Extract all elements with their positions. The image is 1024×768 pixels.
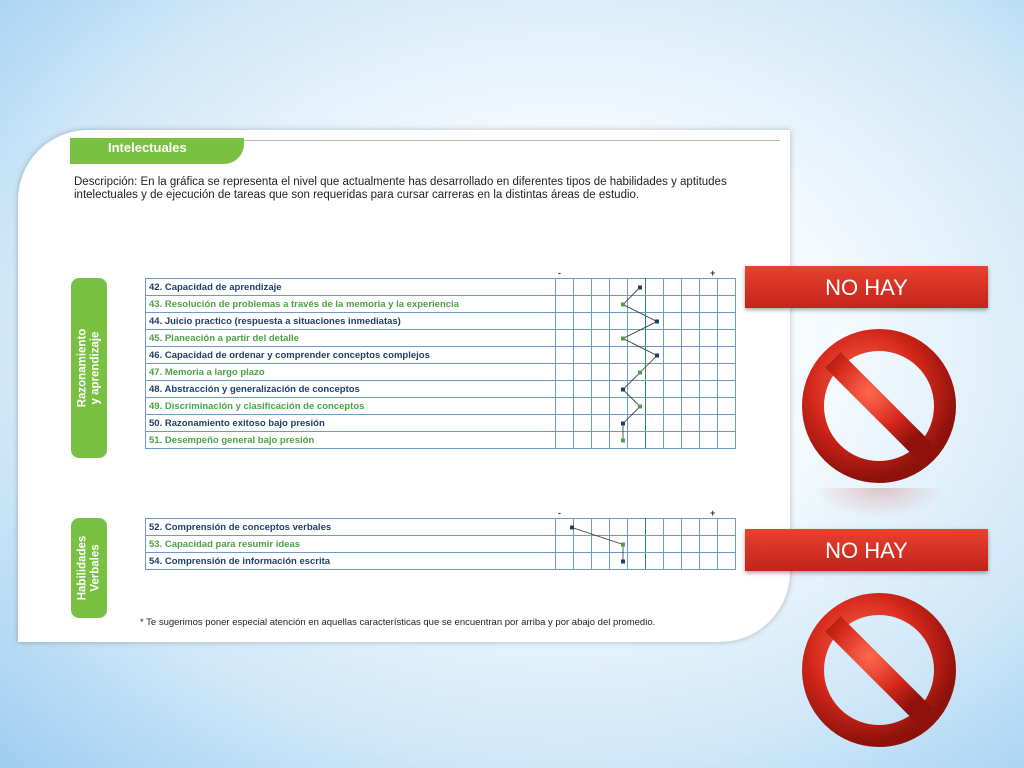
- grid-cell: [700, 330, 718, 347]
- grid-cell: [646, 347, 664, 364]
- grid-cell: [718, 553, 736, 570]
- grid-cell: [592, 364, 610, 381]
- grid-cell: [610, 398, 628, 415]
- group-label-razonamiento: Razonamiento y aprendizaje: [71, 278, 107, 458]
- grid-cell: [574, 279, 592, 296]
- grid-cell: [628, 381, 646, 398]
- grid-cell: [664, 432, 682, 449]
- grid-cell: [610, 330, 628, 347]
- skills-grid-verbales: [145, 518, 721, 570]
- grid-cell: [646, 364, 664, 381]
- skill-label: 43. Resolución de problemas a través de la memoria y la experiencia: [146, 296, 556, 313]
- grid-cell: [556, 519, 574, 536]
- grid-cell: [628, 347, 646, 364]
- grid-cell: [700, 415, 718, 432]
- grid-cell: [700, 364, 718, 381]
- grid-cell: [700, 381, 718, 398]
- table-row: [146, 415, 736, 432]
- skill-label: 52. Comprensión de conceptos verbales: [146, 519, 556, 536]
- grid-cell: [682, 296, 700, 313]
- grid-cell: [592, 536, 610, 553]
- grid-cell: [610, 347, 628, 364]
- table-row: [146, 347, 736, 364]
- grid-cell: [646, 536, 664, 553]
- group-label-verbales: Habilidades Verbales: [71, 518, 107, 618]
- grid-cell: [664, 553, 682, 570]
- skill-label: 51. Desempeño general bajo presión: [146, 432, 556, 449]
- skills-grid-razonamiento: [145, 278, 721, 449]
- grid-cell: [664, 296, 682, 313]
- grid-cell: [664, 415, 682, 432]
- grid-cell: [628, 553, 646, 570]
- grid-cell: [556, 553, 574, 570]
- grid-cell: [574, 313, 592, 330]
- grid-cell: [592, 381, 610, 398]
- grid-cell: [700, 519, 718, 536]
- skill-label: 42. Capacidad de aprendizaje: [146, 279, 556, 296]
- section-tab: Intelectuales: [70, 138, 244, 164]
- grid-cell: [610, 313, 628, 330]
- table-row: [146, 279, 736, 296]
- grid-cell: [574, 381, 592, 398]
- table-row: [146, 296, 736, 313]
- grid-cell: [646, 519, 664, 536]
- skill-label: 47. Memoria a largo plazo: [146, 364, 556, 381]
- table-row: [146, 519, 736, 536]
- grid-cell: [682, 553, 700, 570]
- grid-cell: [718, 313, 736, 330]
- scale-min: -: [558, 268, 561, 278]
- table-row: [146, 398, 736, 415]
- grid-cell: [592, 398, 610, 415]
- grid-cell: [700, 432, 718, 449]
- grid-cell: [574, 330, 592, 347]
- grid-cell: [556, 398, 574, 415]
- grid-cell: [646, 553, 664, 570]
- grid-cell: [628, 330, 646, 347]
- grid-cell: [628, 519, 646, 536]
- grid-cell: [664, 313, 682, 330]
- grid-cell: [628, 313, 646, 330]
- grid-cell: [664, 364, 682, 381]
- grid-cell: [628, 398, 646, 415]
- grid-cell: [664, 279, 682, 296]
- grid-cell: [646, 398, 664, 415]
- report-card: [18, 130, 790, 642]
- grid-cell: [718, 519, 736, 536]
- grid-cell: [664, 536, 682, 553]
- grid-cell: [682, 347, 700, 364]
- grid-cell: [556, 432, 574, 449]
- grid-cell: [700, 347, 718, 364]
- grid-cell: [574, 432, 592, 449]
- grid-cell: [592, 347, 610, 364]
- footnote: * Te sugerimos poner especial atención en aquellas características que se encuentran por arriba y por abajo del promedio.: [140, 617, 656, 628]
- grid-cell: [574, 519, 592, 536]
- grid-cell: [592, 296, 610, 313]
- grid-cell: [718, 364, 736, 381]
- grid-cell: [700, 553, 718, 570]
- table-row: [146, 432, 736, 449]
- grid-cell: [592, 313, 610, 330]
- grid-cell: [664, 347, 682, 364]
- grid-cell: [646, 296, 664, 313]
- grid-cell: [664, 519, 682, 536]
- prohibited-icon: [801, 328, 957, 484]
- grid-cell: [718, 296, 736, 313]
- grid-cell: [628, 432, 646, 449]
- grid-cell: [646, 330, 664, 347]
- grid-cell: [700, 536, 718, 553]
- grid-cell: [628, 536, 646, 553]
- grid-cell: [718, 330, 736, 347]
- grid-cell: [574, 364, 592, 381]
- grid-cell: [682, 313, 700, 330]
- grid-cell: [610, 381, 628, 398]
- grid-cell: [610, 432, 628, 449]
- grid-cell: [628, 364, 646, 381]
- grid-cell: [628, 296, 646, 313]
- table-row: [146, 330, 736, 347]
- grid-cell: [574, 415, 592, 432]
- grid-cell: [682, 364, 700, 381]
- grid-cell: [556, 330, 574, 347]
- grid-cell: [700, 279, 718, 296]
- grid-cell: [646, 279, 664, 296]
- grid-cell: [664, 398, 682, 415]
- table-row: [146, 313, 736, 330]
- grid-cell: [574, 398, 592, 415]
- grid-cell: [718, 432, 736, 449]
- grid-cell: [700, 313, 718, 330]
- grid-cell: [646, 432, 664, 449]
- grid-cell: [718, 347, 736, 364]
- scale-min-2: -: [558, 508, 561, 518]
- grid-cell: [664, 381, 682, 398]
- grid-cell: [610, 364, 628, 381]
- grid-cell: [574, 296, 592, 313]
- grid-cell: [556, 415, 574, 432]
- prohibited-icon-2: [801, 592, 957, 748]
- skill-label: 46. Capacidad de ordenar y comprender conceptos complejos: [146, 347, 556, 364]
- grid-cell: [556, 536, 574, 553]
- skill-label: 44. Juicio practico (respuesta a situaciones inmediatas): [146, 313, 556, 330]
- table-row: [146, 381, 736, 398]
- table-row: [146, 553, 736, 570]
- grid-cell: [628, 279, 646, 296]
- grid-cell: [592, 415, 610, 432]
- grid-cell: [682, 432, 700, 449]
- grid-cell: [646, 381, 664, 398]
- grid-cell: [556, 347, 574, 364]
- grid-cell: [556, 364, 574, 381]
- description-text: Descripción: En la gráfica se representa el nivel que actualmente has desarrollado en diferentes tipos de habilidades y aptitudes intelectuales y de ejecución de tareas que son requeridas para cursar carreras en la distintas áreas de estudio.: [74, 176, 727, 201]
- skill-label: 53. Capacidad para resumir ideas: [146, 536, 556, 553]
- reflection: [813, 488, 945, 518]
- scale-max: +: [710, 268, 716, 278]
- grid-cell: [682, 398, 700, 415]
- grid-cell: [664, 330, 682, 347]
- grid-cell: [646, 313, 664, 330]
- grid-cell: [592, 519, 610, 536]
- grid-cell: [574, 536, 592, 553]
- skill-label: 49. Discriminación y clasificación de conceptos: [146, 398, 556, 415]
- table-row: [146, 536, 736, 553]
- grid-cell: [574, 553, 592, 570]
- grid-cell: [682, 381, 700, 398]
- grid-cell: [700, 296, 718, 313]
- skill-label: 50. Razonamiento exitoso bajo presión: [146, 415, 556, 432]
- no-hay-badge-2: NO HAY: [745, 529, 988, 571]
- grid-cell: [592, 432, 610, 449]
- skill-label: 45. Planeación a partir del detalle: [146, 330, 556, 347]
- grid-cell: [718, 536, 736, 553]
- table-row: [146, 364, 736, 381]
- grid-cell: [610, 296, 628, 313]
- grid-cell: [610, 415, 628, 432]
- grid-cell: [700, 398, 718, 415]
- grid-cell: [556, 296, 574, 313]
- grid-cell: [592, 553, 610, 570]
- grid-cell: [718, 398, 736, 415]
- grid-cell: [682, 519, 700, 536]
- grid-cell: [610, 519, 628, 536]
- grid-cell: [628, 415, 646, 432]
- grid-cell: [556, 381, 574, 398]
- grid-cell: [682, 330, 700, 347]
- grid-cell: [610, 536, 628, 553]
- skill-label: 54. Comprensión de información escrita: [146, 553, 556, 570]
- scale-max-2: +: [710, 508, 716, 518]
- grid-cell: [718, 381, 736, 398]
- grid-cell: [718, 279, 736, 296]
- grid-cell: [556, 279, 574, 296]
- grid-cell: [556, 313, 574, 330]
- skill-label: 48. Abstracción y generalización de conceptos: [146, 381, 556, 398]
- grid-cell: [610, 553, 628, 570]
- grid-cell: [718, 415, 736, 432]
- grid-cell: [682, 279, 700, 296]
- grid-cell: [592, 279, 610, 296]
- grid-cell: [682, 536, 700, 553]
- grid-cell: [574, 347, 592, 364]
- grid-cell: [592, 330, 610, 347]
- no-hay-badge-1: NO HAY: [745, 266, 988, 308]
- grid-cell: [682, 415, 700, 432]
- grid-cell: [610, 279, 628, 296]
- grid-cell: [646, 415, 664, 432]
